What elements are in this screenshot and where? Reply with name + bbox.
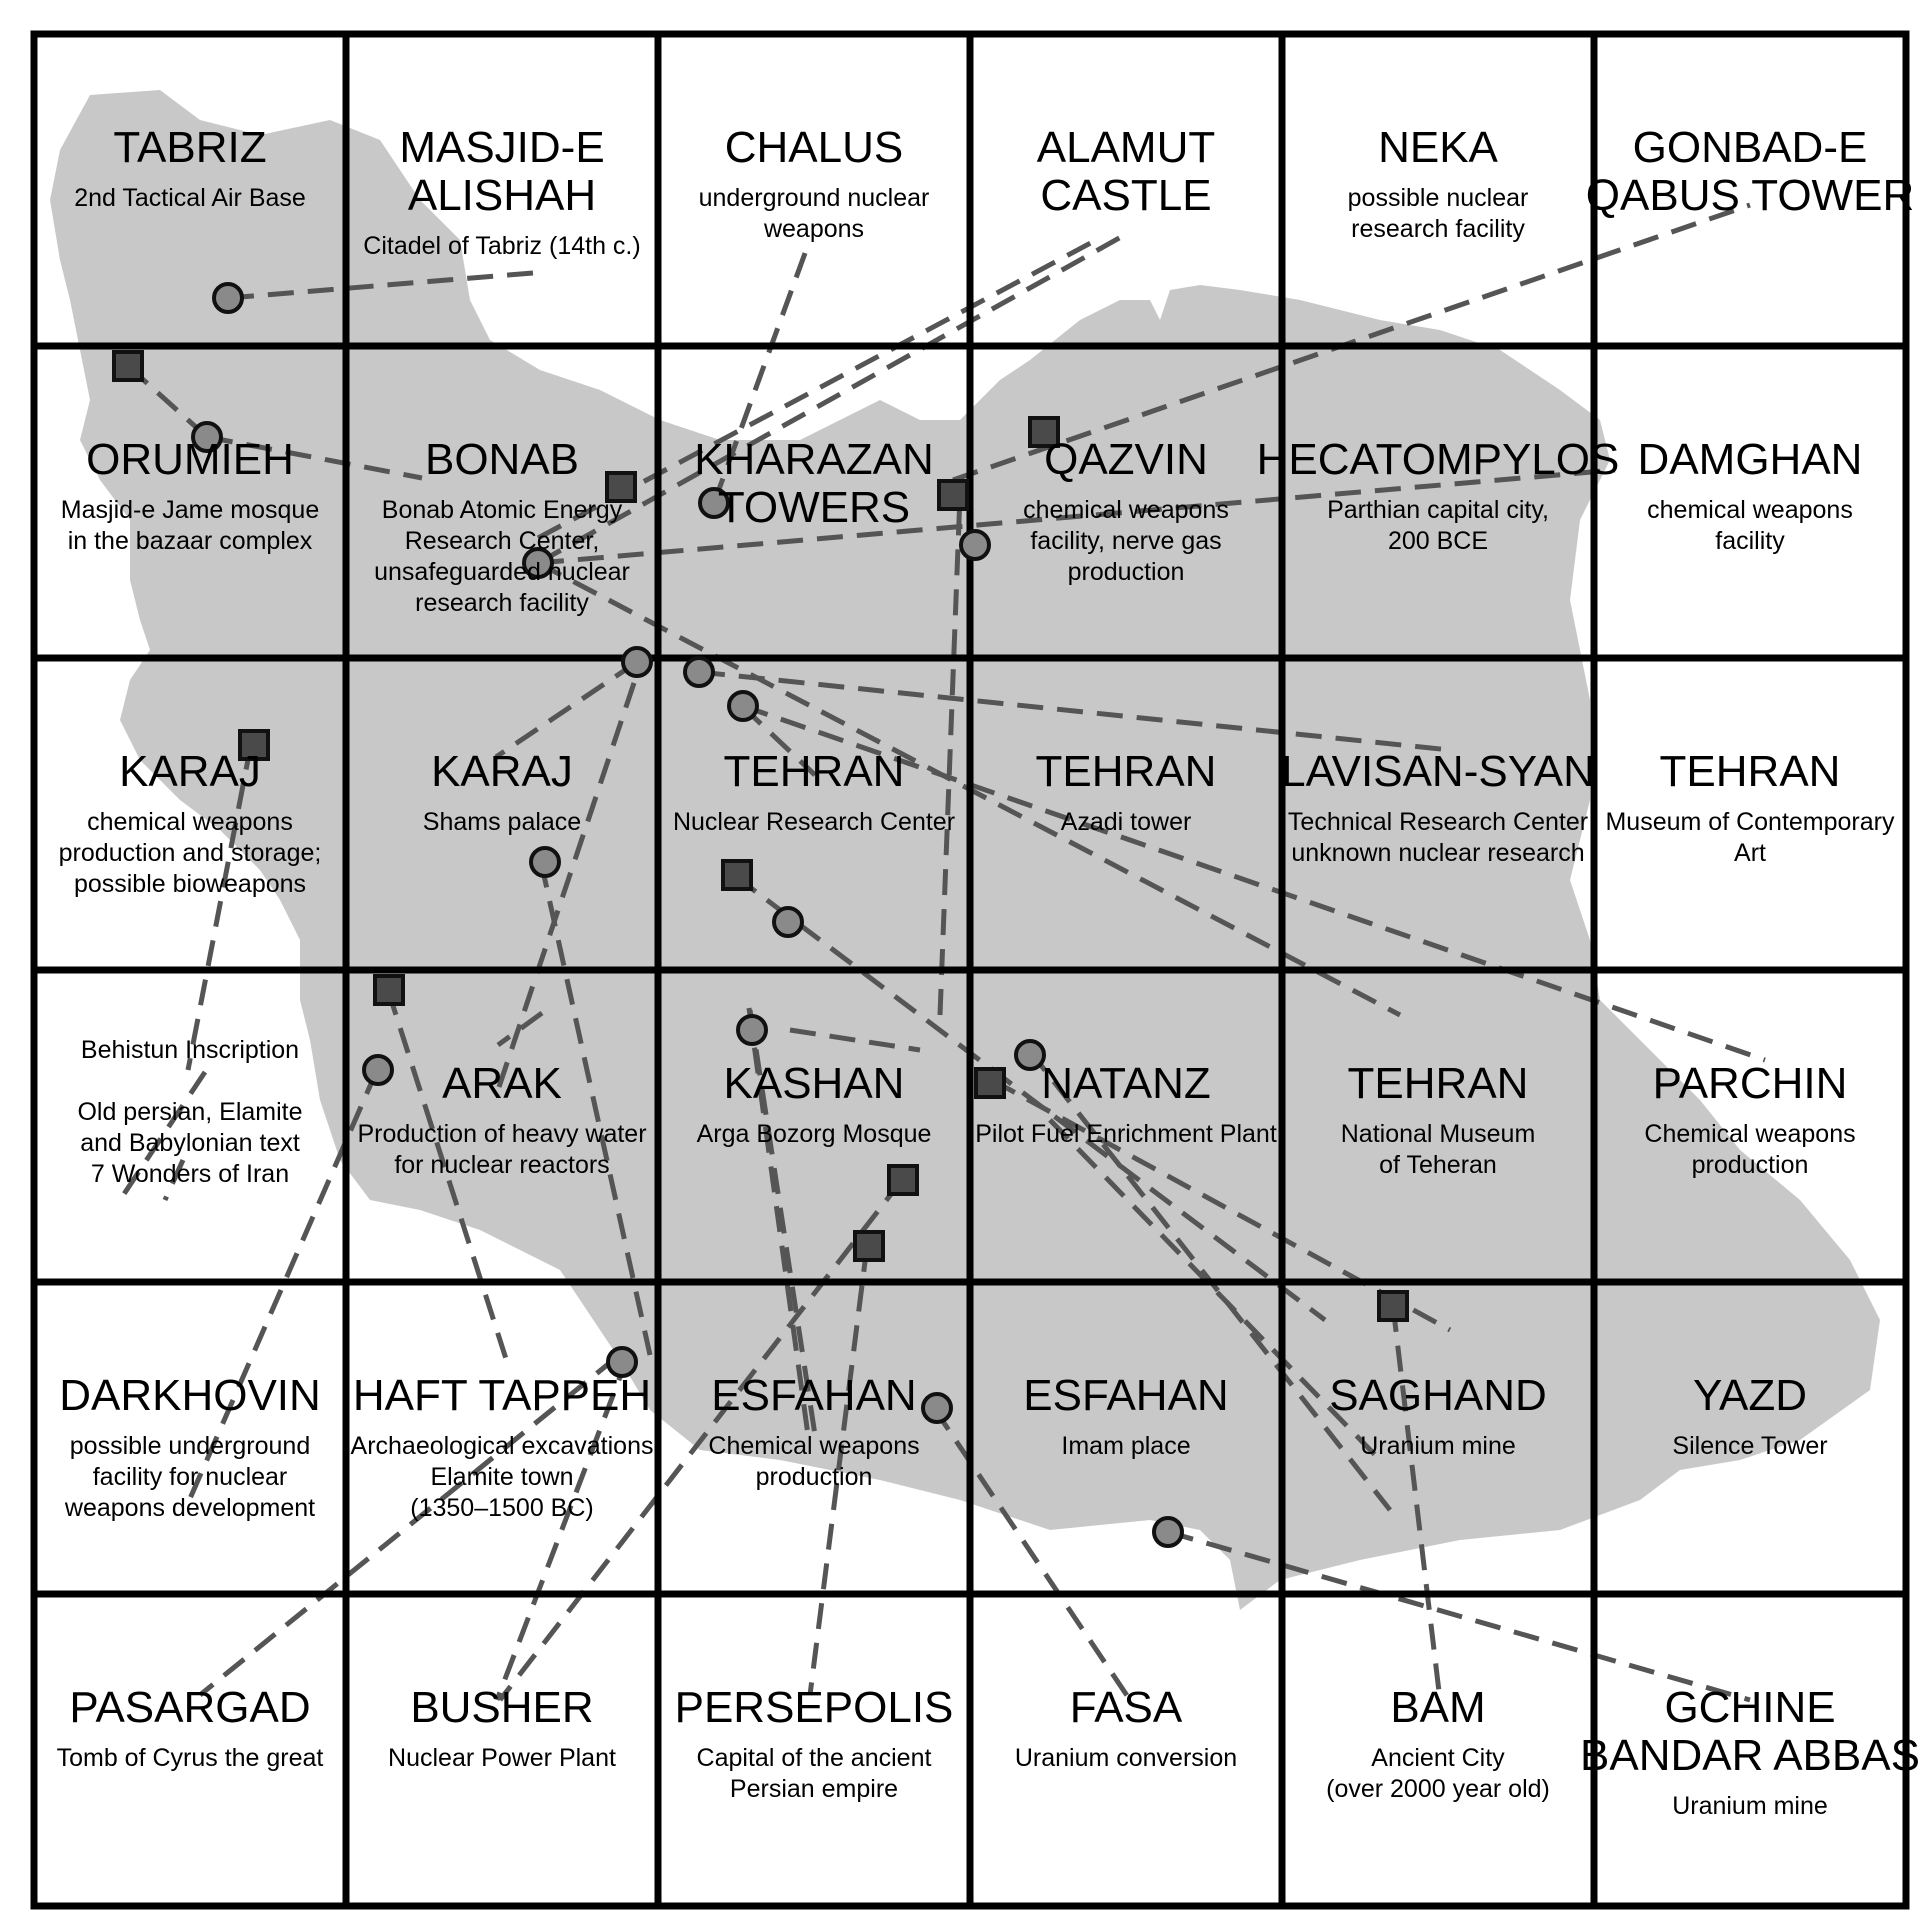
place-title: KHARAZAN (694, 435, 934, 484)
site-square-marker (375, 976, 403, 1004)
place-description: production (1067, 558, 1185, 586)
place-title: PASARGAD (69, 1683, 311, 1732)
place-title: QABUS TOWER (1585, 171, 1915, 220)
place-title: KARAJ (431, 747, 573, 796)
place-description: Capital of the ancient (696, 1744, 932, 1772)
place-description: Pilot Fuel Enrichment Plant (975, 1120, 1277, 1148)
place-description: research facility (415, 589, 589, 617)
place-description: weapons development (64, 1494, 316, 1522)
place-description: Production of heavy water (357, 1120, 647, 1148)
place-description: possible underground (69, 1432, 311, 1460)
place-title: YAZD (1692, 1371, 1808, 1420)
site-circle-marker (685, 658, 713, 686)
place-description: Museum of Contemporary (1605, 808, 1895, 836)
place-title: KARAJ (119, 747, 261, 796)
cell-label (1015, 1683, 1237, 1772)
cell-label (1580, 1683, 1920, 1820)
site-circle-marker (214, 284, 242, 312)
place-title: PARCHIN (1652, 1059, 1848, 1108)
place-title: ESFAHAN (1023, 1371, 1229, 1420)
grid-cell (34, 970, 346, 1282)
place-title: BAM (1390, 1683, 1486, 1732)
place-title: HAFT TAPPEH (352, 1371, 652, 1420)
site-square-marker (855, 1232, 883, 1260)
place-description: in the bazaar complex (67, 527, 313, 555)
place-description: chemical weapons (1023, 496, 1229, 524)
place-description: facility for nuclear (92, 1463, 288, 1491)
place-title: TEHRAN (1035, 747, 1217, 796)
place-description: Behistun Inscription (80, 1036, 300, 1064)
place-description: of Teheran (1379, 1151, 1497, 1179)
cell-label (1036, 747, 1217, 836)
place-title: MASJID-E (399, 123, 605, 172)
cell-label (1329, 1371, 1547, 1460)
site-circle-marker (1016, 1041, 1044, 1069)
place-title: GONBAD-E (1632, 123, 1868, 172)
place-description: unsafeguarded nuclear (374, 558, 630, 586)
place-description: 7 Wonders of Iran (90, 1160, 290, 1188)
cell-label (1605, 747, 1895, 867)
place-description: Imam place (1061, 1432, 1191, 1460)
site-square-marker (889, 1166, 917, 1194)
place-description: possible bioweapons (73, 870, 307, 898)
place-title: GCHINE (1664, 1683, 1836, 1732)
place-title: LAVISAN-SYAN (1281, 747, 1595, 796)
site-square-marker (976, 1069, 1004, 1097)
place-title: BUSHER (410, 1683, 594, 1732)
place-description: (1350–1500 BC) (410, 1494, 594, 1522)
place-title: PERSEPOLIS (674, 1683, 954, 1732)
place-description: Research Center, (404, 527, 600, 555)
site-square-marker (1379, 1292, 1407, 1320)
place-description: facility, nerve gas (1030, 527, 1222, 555)
cell-label (1348, 123, 1529, 243)
place-description: underground nuclear (698, 184, 930, 212)
place-description: Old persian, Elamite (77, 1098, 303, 1126)
place-title: NATANZ (1041, 1059, 1211, 1108)
place-title: TEHRAN (1659, 747, 1841, 796)
place-description: unknown nuclear research (1291, 839, 1585, 867)
place-description: production and storage; (58, 839, 322, 867)
place-description: Nuclear Power Plant (388, 1744, 616, 1772)
place-title: TEHRAN (1347, 1059, 1529, 1108)
place-description: Tomb of Cyrus the great (56, 1744, 324, 1772)
place-description: Archaeological excavations (350, 1432, 654, 1460)
place-description: Uranium conversion (1014, 1744, 1238, 1772)
place-description: possible nuclear (1347, 184, 1529, 212)
place-title: ESFAHAN (711, 1371, 917, 1420)
cell-label (57, 1683, 324, 1772)
site-square-marker (723, 861, 751, 889)
cell-label (1037, 123, 1215, 220)
place-description: Silence Tower (1672, 1432, 1828, 1460)
cell-label (697, 1059, 932, 1148)
map-silhouette (50, 90, 1880, 1610)
cell-label (699, 123, 930, 243)
place-title: TABRIZ (113, 123, 267, 172)
site-circle-marker (738, 1016, 766, 1044)
cell-label (423, 747, 581, 836)
place-description: facility (1715, 527, 1785, 555)
place-title: QAZVIN (1044, 435, 1208, 484)
place-description: production (755, 1463, 873, 1491)
place-title: CASTLE (1040, 171, 1212, 220)
cell-label (351, 1371, 654, 1522)
place-description: 2nd Tactical Air Base (74, 184, 306, 212)
place-description: Chemical weapons (708, 1432, 920, 1460)
place-title: HECATOMPYLOS (1256, 435, 1620, 484)
site-circle-marker (364, 1056, 392, 1084)
site-circle-marker (729, 692, 757, 720)
place-title: ALAMUT (1036, 123, 1216, 172)
site-circle-marker (774, 908, 802, 936)
cell-label (1326, 1683, 1550, 1803)
site-square-marker (939, 481, 967, 509)
cell-label (1586, 123, 1914, 220)
place-description: Citadel of Tabriz (14th c.) (363, 232, 641, 260)
place-title: ARAK (442, 1059, 562, 1108)
place-title: DAMGHAN (1637, 435, 1863, 484)
place-description: National Museum (1340, 1120, 1536, 1148)
place-description: and Babylonian text (80, 1129, 300, 1157)
place-description: Bonab Atomic Energy (381, 496, 623, 524)
place-title: BANDAR ABBAS (1580, 1731, 1920, 1780)
site-square-marker (114, 352, 142, 380)
place-description: Technical Research Center (1287, 808, 1589, 836)
site-circle-marker (1154, 1518, 1182, 1546)
site-circle-marker (623, 648, 651, 676)
place-description: 200 BCE (1387, 527, 1489, 555)
place-description: weapons (763, 215, 865, 243)
site-circle-marker (531, 848, 559, 876)
site-circle-marker (961, 531, 989, 559)
place-description: research facility (1351, 215, 1525, 243)
place-title: ALISHAH (407, 171, 597, 220)
place-description: for nuclear reactors (394, 1151, 610, 1179)
cell-label (694, 435, 934, 532)
connector-line (1168, 1532, 1750, 1700)
place-description: production (1691, 1151, 1809, 1179)
place-description: Uranium mine (1360, 1432, 1516, 1460)
place-description: Art (1734, 839, 1766, 867)
place-description: Arga Bozorg Mosque (696, 1120, 932, 1148)
place-title: FASA (1069, 1683, 1183, 1732)
place-description: Ancient City (1371, 1744, 1505, 1772)
place-title: ORUMIEH (86, 435, 294, 484)
place-description: Chemical weapons (1644, 1120, 1856, 1148)
place-title: TEHRAN (723, 747, 905, 796)
cell-label (77, 1036, 302, 1188)
place-title: NEKA (1378, 123, 1498, 172)
place-title: DARKHOVIN (59, 1371, 321, 1420)
cell-label (1672, 1371, 1827, 1460)
place-description: Elamite town (430, 1463, 574, 1491)
place-description: (over 2000 year old) (1326, 1775, 1550, 1803)
place-description: chemical weapons (1647, 496, 1853, 524)
cell-label (675, 1683, 954, 1803)
place-description: Masjid-e Jame mosque (60, 496, 320, 524)
cell-label (388, 1683, 616, 1772)
place-title: TOWERS (717, 483, 911, 532)
place-description: Parthian capital city, (1327, 496, 1549, 524)
place-title: CHALUS (724, 123, 904, 172)
cell-label (59, 1371, 321, 1522)
site-circle-marker (923, 1394, 951, 1422)
place-description: Azadi tower (1060, 808, 1192, 836)
place-description: Persian empire (729, 1775, 899, 1803)
place-description: Shams palace (422, 808, 582, 836)
place-title: SAGHAND (1329, 1371, 1547, 1420)
place-description: Nuclear Research Center (672, 808, 956, 836)
place-title: BONAB (424, 435, 580, 484)
cell-label (1638, 435, 1863, 555)
place-title: KASHAN (723, 1059, 905, 1108)
place-description: Uranium mine (1672, 1792, 1828, 1820)
place-description: chemical weapons (87, 808, 293, 836)
